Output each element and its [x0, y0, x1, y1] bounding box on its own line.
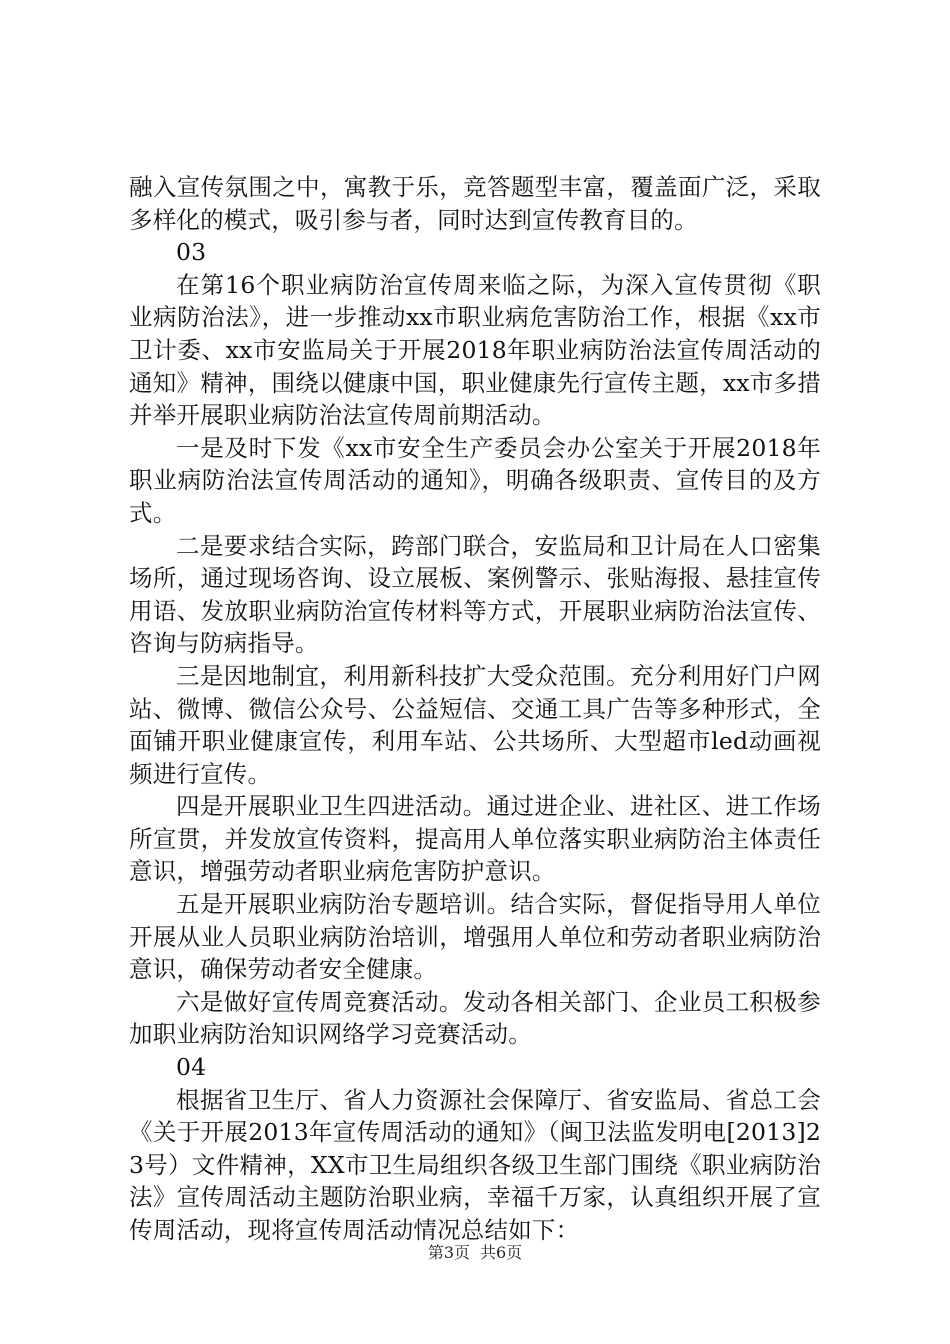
paragraph-campaign-overview: 在第16个职业病防治宣传周来临之际，为深入宣传贯彻《职业病防治法》，进一步推动xx市职业病危害防治工作，根据《xx市卫计委、xx市安监局关于开展2018年职业病防治法宣传周活动的通知》精神，围绕以健康中国，职业健康先行宣传主题，xx市多措并举开展职业病防治法宣传周前期活动。	[129, 270, 821, 430]
paragraph-item-1: 一是及时下发《xx市安全生产委员会办公室关于开展2018年职业病防治法宣传周活动的通知》，明确各级职责、宣传目的及方式。	[129, 433, 821, 527]
page-footer	[0, 1243, 950, 1263]
paragraph-intro: 融入宣传氛围之中，寓教于乐，竞答题型丰富，覆盖面广泛，采取多样化的模式，吸引参与者，同时达到宣传教育目的。	[129, 173, 821, 234]
section-number-04: 04	[176, 1053, 207, 1082]
page-number: 第3页	[427, 1243, 470, 1262]
paragraph-item-2: 二是要求结合实际，跨部门联合，安监局和卫计局在人口密集场所，通过现场咨询、设立展板、案例警示、张贴海报、悬挂宣传用语、发放职业病防治宣传材料等方式，开展职业病防治法宣传、咨询与防病指导。	[129, 531, 821, 658]
section-number-03: 03	[176, 238, 207, 267]
paragraph-item-5: 五是开展职业病防治专题培训。结合实际，督促指导用人单位开展从业人员职业病防治培训，增强用人单位和劳动者职业病防治意识，确保劳动者安全健康。	[129, 890, 821, 984]
paragraph-item-3: 三是因地制宜，利用新科技扩大受众范围。充分利用好门户网站、微博、微信公众号、公益短信、交通工具广告等多种形式，全面铺开职业健康宣传，利用车站、公共场所、大型超市led动画视频进行宣传。	[129, 661, 821, 788]
paragraph-summary-intro: 根据省卫生厅、省人力资源社会保障厅、省安监局、省总工会《关于开展2013年宣传周活动的通知》（闽卫法监发明电[2013]23号）文件精神，XX市卫生局组织各级卫生部门围绕《职业病防治法》宣传周活动主题防治职业病，幸福千万家，认真组织开展了宣传周活动，现将宣传周活动情况总结如下：	[129, 1085, 821, 1244]
paragraph-item-4: 四是开展职业卫生四进活动。通过进企业、进社区、进工作场所宣贯，并发放宣传资料，提高用人单位落实职业病防治主体责任意识，增强劳动者职业病危害防护意识。	[129, 792, 821, 886]
paragraph-item-6: 六是做好宣传周竞赛活动。发动各相关部门、企业员工积极参加职业病防治知识网络学习竞赛活动。	[129, 987, 821, 1049]
document-body	[129, 171, 821, 1247]
page-total: 共6页	[480, 1243, 523, 1262]
